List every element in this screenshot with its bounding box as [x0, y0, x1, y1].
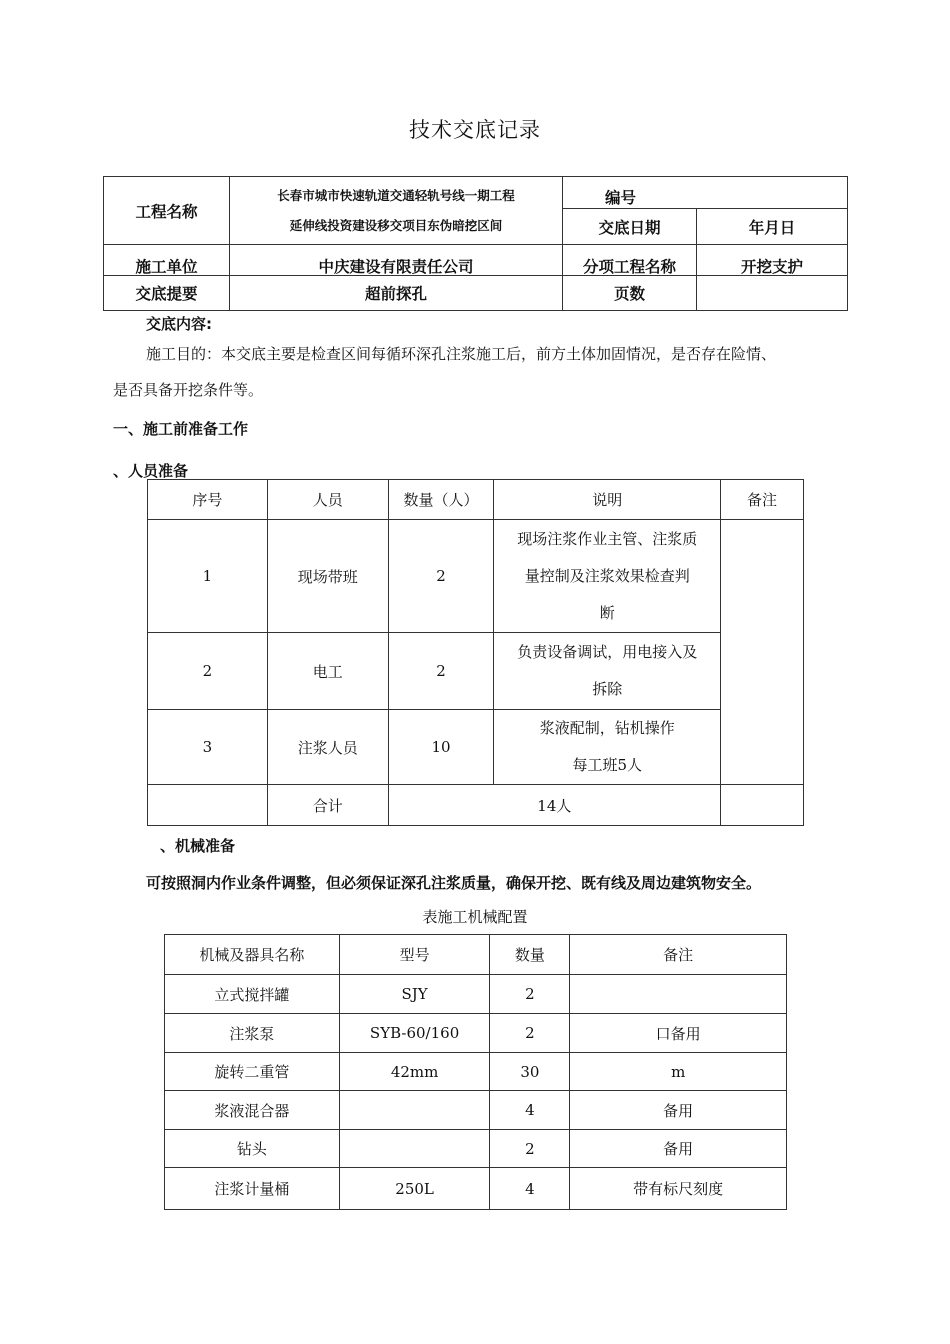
- desc-line: 每工班5人: [572, 756, 643, 774]
- header-cell: 机械及器具名称: [165, 935, 340, 975]
- machine-qty: 2: [490, 1014, 570, 1053]
- machine-name: 旋转二重管: [165, 1053, 340, 1091]
- desc-line: 拆除: [592, 680, 623, 698]
- row-qty: 2: [388, 520, 494, 633]
- content-label: 交底内容:: [146, 315, 212, 333]
- machine-model: 42mm: [339, 1053, 490, 1091]
- subproject-label: 分项工程名称: [582, 258, 676, 276]
- table-row: [165, 1053, 787, 1091]
- header-cell: 数量（人）: [388, 480, 494, 520]
- project-name-line1: 长春市城市快速轨道交通轻轨号线一期工程: [277, 187, 515, 203]
- machine-model: SJY: [339, 975, 490, 1014]
- machine-note: 带有标尺刻度: [570, 1168, 787, 1210]
- machine-note: 备用: [570, 1130, 787, 1168]
- machine-qty: 2: [490, 975, 570, 1014]
- table-header-row: [148, 480, 804, 520]
- desc-line: 负责设备调试，用电接入及: [517, 643, 698, 661]
- section1-heading: 一、施工前准备工作: [113, 420, 249, 438]
- table-row: [165, 1168, 787, 1210]
- row-no: 1: [148, 520, 268, 633]
- project-name-label: 工程名称: [135, 202, 198, 221]
- machine-note: [570, 975, 787, 1014]
- project-name-line2: 延伸线投资建设移交项目东伪暗挖区间: [289, 217, 503, 233]
- machine-model: 250L: [339, 1168, 490, 1210]
- pages-value: [697, 276, 847, 310]
- machine-model: SYB-60/160: [339, 1014, 490, 1053]
- purpose-line2: 是否具备开挖条件等。: [113, 381, 264, 399]
- header-cell: 备注: [570, 935, 787, 975]
- machine-name: 立式搅拌罐: [165, 975, 340, 1014]
- machine-model: [339, 1091, 490, 1130]
- header-cell: 型号: [339, 935, 490, 975]
- personnel-heading: 、人员准备: [113, 462, 189, 480]
- table-row: [165, 1130, 787, 1168]
- row-desc: [494, 710, 721, 785]
- purpose-line1: 施工目的：本交底主要是检查区间每循环深孔注浆施工后，前方土体加固情况，是否存在险情、: [146, 345, 777, 363]
- row-qty: 2: [388, 633, 494, 710]
- machine-note: m: [570, 1053, 787, 1091]
- desc-line: 浆液配制，钻机操作: [539, 719, 675, 737]
- row-qty: 10: [388, 710, 494, 785]
- table-row: [165, 1091, 787, 1130]
- row-no: 2: [148, 633, 268, 710]
- row-role: 注浆人员: [267, 710, 388, 785]
- project-name-value: [230, 177, 562, 244]
- machine-name: 注浆泵: [165, 1014, 340, 1053]
- desc-line: 量控制及注浆效果检查判: [524, 566, 690, 585]
- machine-name: 注浆计量桶: [165, 1168, 340, 1210]
- header-cell: 说明: [494, 480, 721, 520]
- machine-note: 口备用: [570, 1014, 787, 1053]
- table-row: [148, 633, 804, 710]
- machine-name: 钻头: [165, 1130, 340, 1168]
- total-label: 合计: [267, 785, 388, 826]
- machinery-table: [164, 934, 787, 1210]
- machinery-heading: 、机械准备: [160, 837, 236, 855]
- header-cell: 序号: [148, 480, 268, 520]
- header-cell: 备注: [721, 480, 804, 520]
- header-table: [103, 176, 848, 311]
- row-role: 电工: [267, 633, 388, 710]
- row-desc: [494, 520, 721, 633]
- machine-model: [339, 1130, 490, 1168]
- row-no: 3: [148, 710, 268, 785]
- machinery-caption: 表施工机械配置: [422, 908, 528, 926]
- contractor-value: 中庆建设有限责任公司: [318, 258, 474, 276]
- page-title: 技术交底记录: [409, 118, 541, 142]
- summary-label: 交底提要: [135, 285, 198, 303]
- date-value: 年月日: [748, 218, 796, 237]
- table-row: [148, 710, 804, 785]
- desc-line: 现场注浆作业主管、注浆质: [517, 529, 698, 548]
- personnel-table: [147, 479, 804, 826]
- row-role: 现场带班: [267, 520, 388, 633]
- total-row: [148, 785, 804, 826]
- remarks-cell: [721, 520, 804, 785]
- row-desc: [494, 633, 721, 710]
- table-row: [148, 520, 804, 633]
- table-row: [165, 975, 787, 1014]
- subproject-value: 开挖支护: [740, 258, 803, 276]
- date-label: 交底日期: [598, 218, 661, 237]
- machine-qty: 30: [490, 1053, 570, 1091]
- machine-note: 备用: [570, 1091, 787, 1130]
- machine-qty: 2: [490, 1130, 570, 1168]
- contractor-label: 施工单位: [135, 258, 198, 276]
- table-header-row: [165, 935, 787, 975]
- header-cell: 数量: [490, 935, 570, 975]
- machinery-note: 可按照洞内作业条件调整，但必须保证深孔注浆质量，确保开挖、既有线及周边建筑物安全。: [146, 874, 762, 892]
- pages-label: 页数: [613, 285, 645, 303]
- machine-qty: 4: [490, 1091, 570, 1130]
- machine-name: 浆液混合器: [165, 1091, 340, 1130]
- total-value: 14人: [388, 785, 721, 826]
- machine-qty: 4: [490, 1168, 570, 1210]
- summary-value: 超前探孔: [364, 285, 427, 303]
- number-label: 编号: [604, 188, 636, 207]
- table-row: [165, 1014, 787, 1053]
- header-cell: 人员: [267, 480, 388, 520]
- desc-line: 断: [599, 603, 615, 622]
